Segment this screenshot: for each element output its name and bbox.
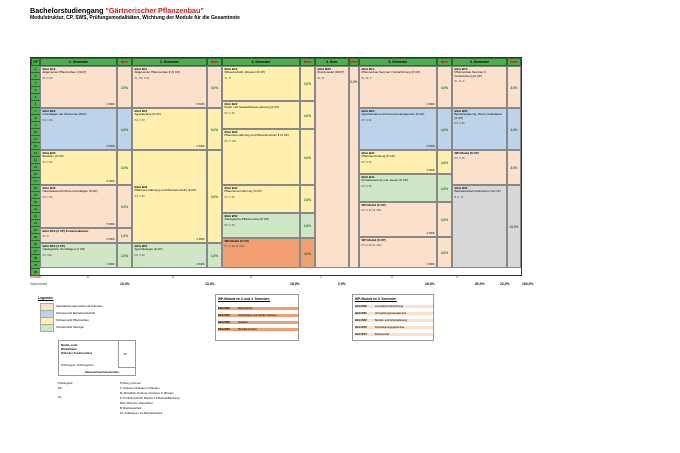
- row-number: 25: [31, 234, 40, 241]
- row-number: 11: [31, 136, 40, 143]
- module-count: 6: [250, 275, 252, 279]
- row-number: 3: [31, 80, 40, 87]
- example-line: Modul, code: [61, 343, 78, 347]
- title-prefix: Bachelorstudiengang: [30, 6, 104, 15]
- module-cell: BGA B40 Naturwissensch.fliche Grundlagen (6 CP) PZ, K 60 5 SWS: [40, 185, 117, 228]
- exam-type-item: SL: [58, 395, 62, 399]
- row-number: 7: [31, 108, 40, 115]
- module-cell: BGA B25 Betriebsplanung, Recht, Kalkulation (6 CP) PZ, K 90: [452, 108, 507, 150]
- grade-share: 3,0%: [507, 66, 521, 108]
- grade-share: 3,0%: [117, 108, 132, 150]
- document-title: [30, 6, 204, 15]
- legend-swatch: [40, 324, 54, 332]
- wp-row: BGA W50 Innovative Kulturführung: [355, 305, 433, 308]
- row-number: 17: [31, 178, 40, 185]
- grade-share: 3,0%: [207, 66, 222, 108]
- wp-row: BGA W52 Betrieb- und Arbeitsplanung: [355, 319, 433, 322]
- example-exam: Prüfungsart: Prüfungsform: [61, 363, 94, 367]
- row-number: 6: [31, 101, 40, 108]
- corner-header: CP: [31, 58, 40, 66]
- example-pct-cell: [118, 340, 136, 368]
- exam-form-item: M/H: M/H bzw. Hausarbeit: [120, 401, 153, 405]
- grade-share: 3,0%: [207, 150, 222, 243]
- weight-sum: 18,0%: [425, 282, 435, 286]
- module-cell: BGA B22 Kultur und Gewächshaus-planung (6 CP) PZ, K 90: [222, 101, 300, 129]
- row-number: 15: [31, 164, 40, 171]
- grade-share: 3,0%: [300, 66, 315, 101]
- row-number: 14: [31, 157, 40, 164]
- row-number: 22: [31, 213, 40, 220]
- module-cell: BGA B44 Klimasteuerung und -steuer (6 CP) PZ, K 90: [359, 174, 437, 202]
- row-number: 18: [31, 185, 40, 192]
- grade-share: 4,0%: [300, 129, 315, 185]
- semester-header: 1. Semester: [40, 58, 117, 66]
- example-sws: Semesterwochenstunden: [85, 370, 119, 374]
- row-number: 29: [31, 262, 40, 269]
- row-number: 16: [31, 171, 40, 178]
- module-cell: WP-Modul (6 CP) PZ, K 90: [452, 150, 507, 185]
- exam-form-title: Prüfung: Formen: [120, 381, 141, 385]
- grade-share: 4,0%: [300, 101, 315, 129]
- row-number: 9: [31, 122, 40, 129]
- exam-form-item: B: Bachelorarbeit: [120, 406, 142, 410]
- wp-row: BGA W53 Dienstleistungsgartenbau: [355, 326, 433, 329]
- grade-share: 4,0%: [437, 237, 452, 268]
- weight-total-100: 100,0%: [522, 282, 534, 286]
- grade-header: Note: [350, 60, 358, 64]
- exam-form-item: M: Mündliche Prüfung mit Dauer in Minuten: [120, 391, 174, 395]
- semester-header: 6. Semester: [452, 58, 507, 66]
- exam-type-title: Prüfungsart: [58, 381, 73, 385]
- wp-row: BGA W33 Zierpflanzenbau: [218, 328, 298, 331]
- row-number: 27: [31, 248, 40, 255]
- grade-share: 1,0%: [207, 243, 222, 268]
- legend-title: Legende:: [38, 296, 54, 300]
- row-number: 21: [31, 206, 40, 213]
- grade-share: 0,0%: [349, 66, 359, 268]
- row-number: 19: [31, 192, 40, 199]
- module-cell: BGA B32 Pflanzenernährung und Pflanzenschutz II (6 CP) PZ, K 120: [222, 129, 300, 185]
- module-table: [30, 57, 522, 276]
- module-cell: WP-Modul (6 CP) PZ, K 90 od. M/H 4 SWS: [359, 202, 437, 237]
- row-number: 8: [31, 115, 40, 122]
- module-cell: BGA B60 (4 CP) Ökologische Grundlagen (4 CP) PZ, M/H 3 SWS: [40, 243, 117, 268]
- module-cell: BGA B30 Botanik I (6 CP) PZ, K 90 5 SWS: [40, 150, 117, 185]
- exam-type-item: PZ: [58, 386, 62, 390]
- legend-label: Schwerpunkt Ökologie: [56, 325, 84, 329]
- row-number: 23: [31, 220, 40, 227]
- module-count: 5: [391, 275, 393, 279]
- row-number: 12: [31, 143, 40, 150]
- module-cell: BGA B20 Grundlagen der Ökonomie (6CP) PZ, K 90 4 SWS: [40, 108, 117, 150]
- semester-header: 4. Sem.: [315, 58, 349, 66]
- grade-header: Note: [117, 58, 132, 66]
- legend-label: Schwerpunkt Pflanzenbau: [56, 318, 89, 322]
- weight-sum: 13,0%: [205, 282, 215, 286]
- grade-header: Note: [207, 58, 222, 66]
- wp-row: BGA W32 Obstbau: [218, 321, 298, 324]
- module-cell: BGA B35 Bachelorarbeit Kolloquium (12 CP) B, K, M: [452, 185, 507, 268]
- module-cell: BGA B50 (2 CP) Kommunikation SL, P 2 SWS: [40, 228, 117, 243]
- exam-form-item: K: Klausur mit Dauer in Minuten: [120, 386, 160, 390]
- module-count: 4: [456, 275, 458, 279]
- module-cell: BGA B10 Allgemeiner Pflanzenbau I (6CP) PZ, K 90 4 SWS: [40, 66, 117, 108]
- wp-row: BGA W30 Baumschule: [218, 307, 298, 310]
- title-highlight: "Gärtnerischer Pflanzenbau": [105, 6, 204, 15]
- wp-row: BGA W54 Biodiversität: [355, 333, 433, 336]
- grade-share: 1,0%: [117, 228, 132, 243]
- module-count: 1: [320, 275, 322, 279]
- row-number: 2: [31, 73, 40, 80]
- weight-total: 80,0%: [475, 282, 485, 286]
- exam-form-item: P: Portfolio/schriftl. Bericht mit Referat/Beratung: [120, 396, 180, 400]
- module-cell: BGA B51 Agrarökologie (6 CP) PZ, K 90 4 SWS: [132, 243, 207, 268]
- wp-box-title: WP-Module im 3. und 4. Semester:: [218, 297, 271, 301]
- row-number: 13: [31, 150, 40, 157]
- grade-share: 3,0%: [300, 185, 315, 213]
- grade-share: 4,0%: [437, 174, 452, 202]
- grade-header: Note: [507, 58, 521, 66]
- wp-module-box-5: [352, 294, 434, 341]
- module-cell: BGA B24 Agrarhandel und Personal-management (6 CP) PZ, K 90 4 SWS: [359, 108, 437, 150]
- weight-sum: 22,0%: [500, 282, 510, 286]
- example-pct: x%: [123, 352, 128, 356]
- module-cell: BGA B11 Allgemeiner Pflanzenbau II (6 CP) SL, PZ, K 90 5 SWS: [132, 66, 207, 108]
- grade-share: 3,0%: [207, 108, 222, 150]
- row-number: 10: [31, 129, 40, 136]
- row-number: 5: [31, 94, 40, 101]
- exam-form-item: Ko: Kolloquium zur Bachelorarbeit: [120, 411, 163, 415]
- semester-header: 5. Semester: [359, 58, 437, 66]
- grade-share: 4,0%: [300, 238, 315, 268]
- wp-box-title: WP-Module im 5. Semester:: [355, 297, 397, 301]
- row-number: 24: [31, 227, 40, 234]
- row-number: 28: [31, 255, 40, 262]
- legend-label: Schwerpunkt Betriebswirtschaft: [56, 311, 96, 315]
- module-cell: WP-Modul (6 CP) PZ, K 90 od. M/H: [222, 238, 300, 268]
- module-cell: BGA B34 Pflanzenzüchtung (6 CP) PZ, K 90 4 SWS: [359, 150, 437, 174]
- module-cell: WP-Modul (6 CP) PZ, K 90 od. M/H 4 SWS: [359, 237, 437, 268]
- grade-share: 2,5%: [117, 66, 132, 108]
- module-cell: BGA B15 Pflanzenbau Seminar II Kulturführung (6 CP) SL, M, P: [452, 66, 507, 108]
- weight-label: Notenanteil: [30, 282, 48, 286]
- row-number: 20: [31, 199, 40, 206]
- module-cell: BGA M30 Praxismodul (30CP) SL, B: [315, 66, 349, 268]
- grade-header: Note: [437, 58, 452, 66]
- module-cell: BGA B21 Agrartechnik (6 CP) PZ, K 90 4 SWS: [132, 108, 207, 150]
- module-cell: BGA B52 Ökologische Pflanzen-bau (6 CP) PZ, K 60: [222, 213, 300, 238]
- weight-sum: 0,0%: [338, 282, 346, 286]
- semester-header: 2. Semester: [132, 58, 207, 66]
- semester-header: 3. Semester: [222, 58, 300, 66]
- row-number: 4: [31, 87, 40, 94]
- grade-header: Note: [300, 58, 315, 66]
- grade-share: 15,0%: [507, 185, 521, 268]
- row-number: 30: [31, 269, 40, 276]
- wp-module-box-3-4: [215, 294, 299, 341]
- example-line: (Zahl der Credit points): [61, 351, 92, 355]
- weight-sum: 18,0%: [290, 282, 300, 286]
- grade-share: 4,0%: [437, 150, 452, 174]
- grade-share: 1,0%: [117, 243, 132, 268]
- document-subtitle: Modulstruktur, CP, SWS, Prüfungsmodalitäten, Wichtung der Module für die Gesamtnote: [30, 15, 240, 21]
- grade-share: 4,0%: [507, 108, 521, 150]
- module-count: 6: [87, 275, 89, 279]
- module-cell: BGA B14 Pflanzenbau Seminar I Kulturführung (6 CP) SL, M, P 4 SWS: [359, 66, 437, 108]
- module-cell: BGA B42 Pflanzenvermehrung (4 CP) PZ, K 90: [222, 185, 300, 213]
- grade-share: 3,0%: [507, 150, 521, 185]
- grade-share: 3,0%: [117, 185, 132, 228]
- legend-label: Spezialisierungsmodule mit Ackerbau: [56, 304, 103, 308]
- module-cell: BGA B12 Wissenschaftl. Arbeiten (6 CP) SL, B: [222, 66, 300, 101]
- row-number: 26: [31, 241, 40, 248]
- grade-share: 4,0%: [437, 108, 452, 150]
- weight-sum: 13,0%: [120, 282, 130, 286]
- wp-row: BGA W31 Gemüsebau und Landw. Kulturen: [218, 314, 298, 317]
- modules-label: Module: [30, 275, 42, 279]
- grade-share: 2,0%: [300, 213, 315, 238]
- example-line: Modulname: [61, 347, 77, 351]
- grade-share: 4,0%: [437, 66, 452, 108]
- grade-share: 3,0%: [117, 150, 132, 185]
- module-count: 5: [172, 275, 174, 279]
- row-number: 1: [31, 66, 40, 73]
- module-cell: BGA B31 Pflanzenernährung und Pflanzenschutz (6 CP) PZ, K 90 4 SWS: [132, 150, 207, 243]
- wp-row: BGA W51 Vermarktungsmanagement: [355, 312, 433, 315]
- grade-share: 4,0%: [437, 202, 452, 237]
